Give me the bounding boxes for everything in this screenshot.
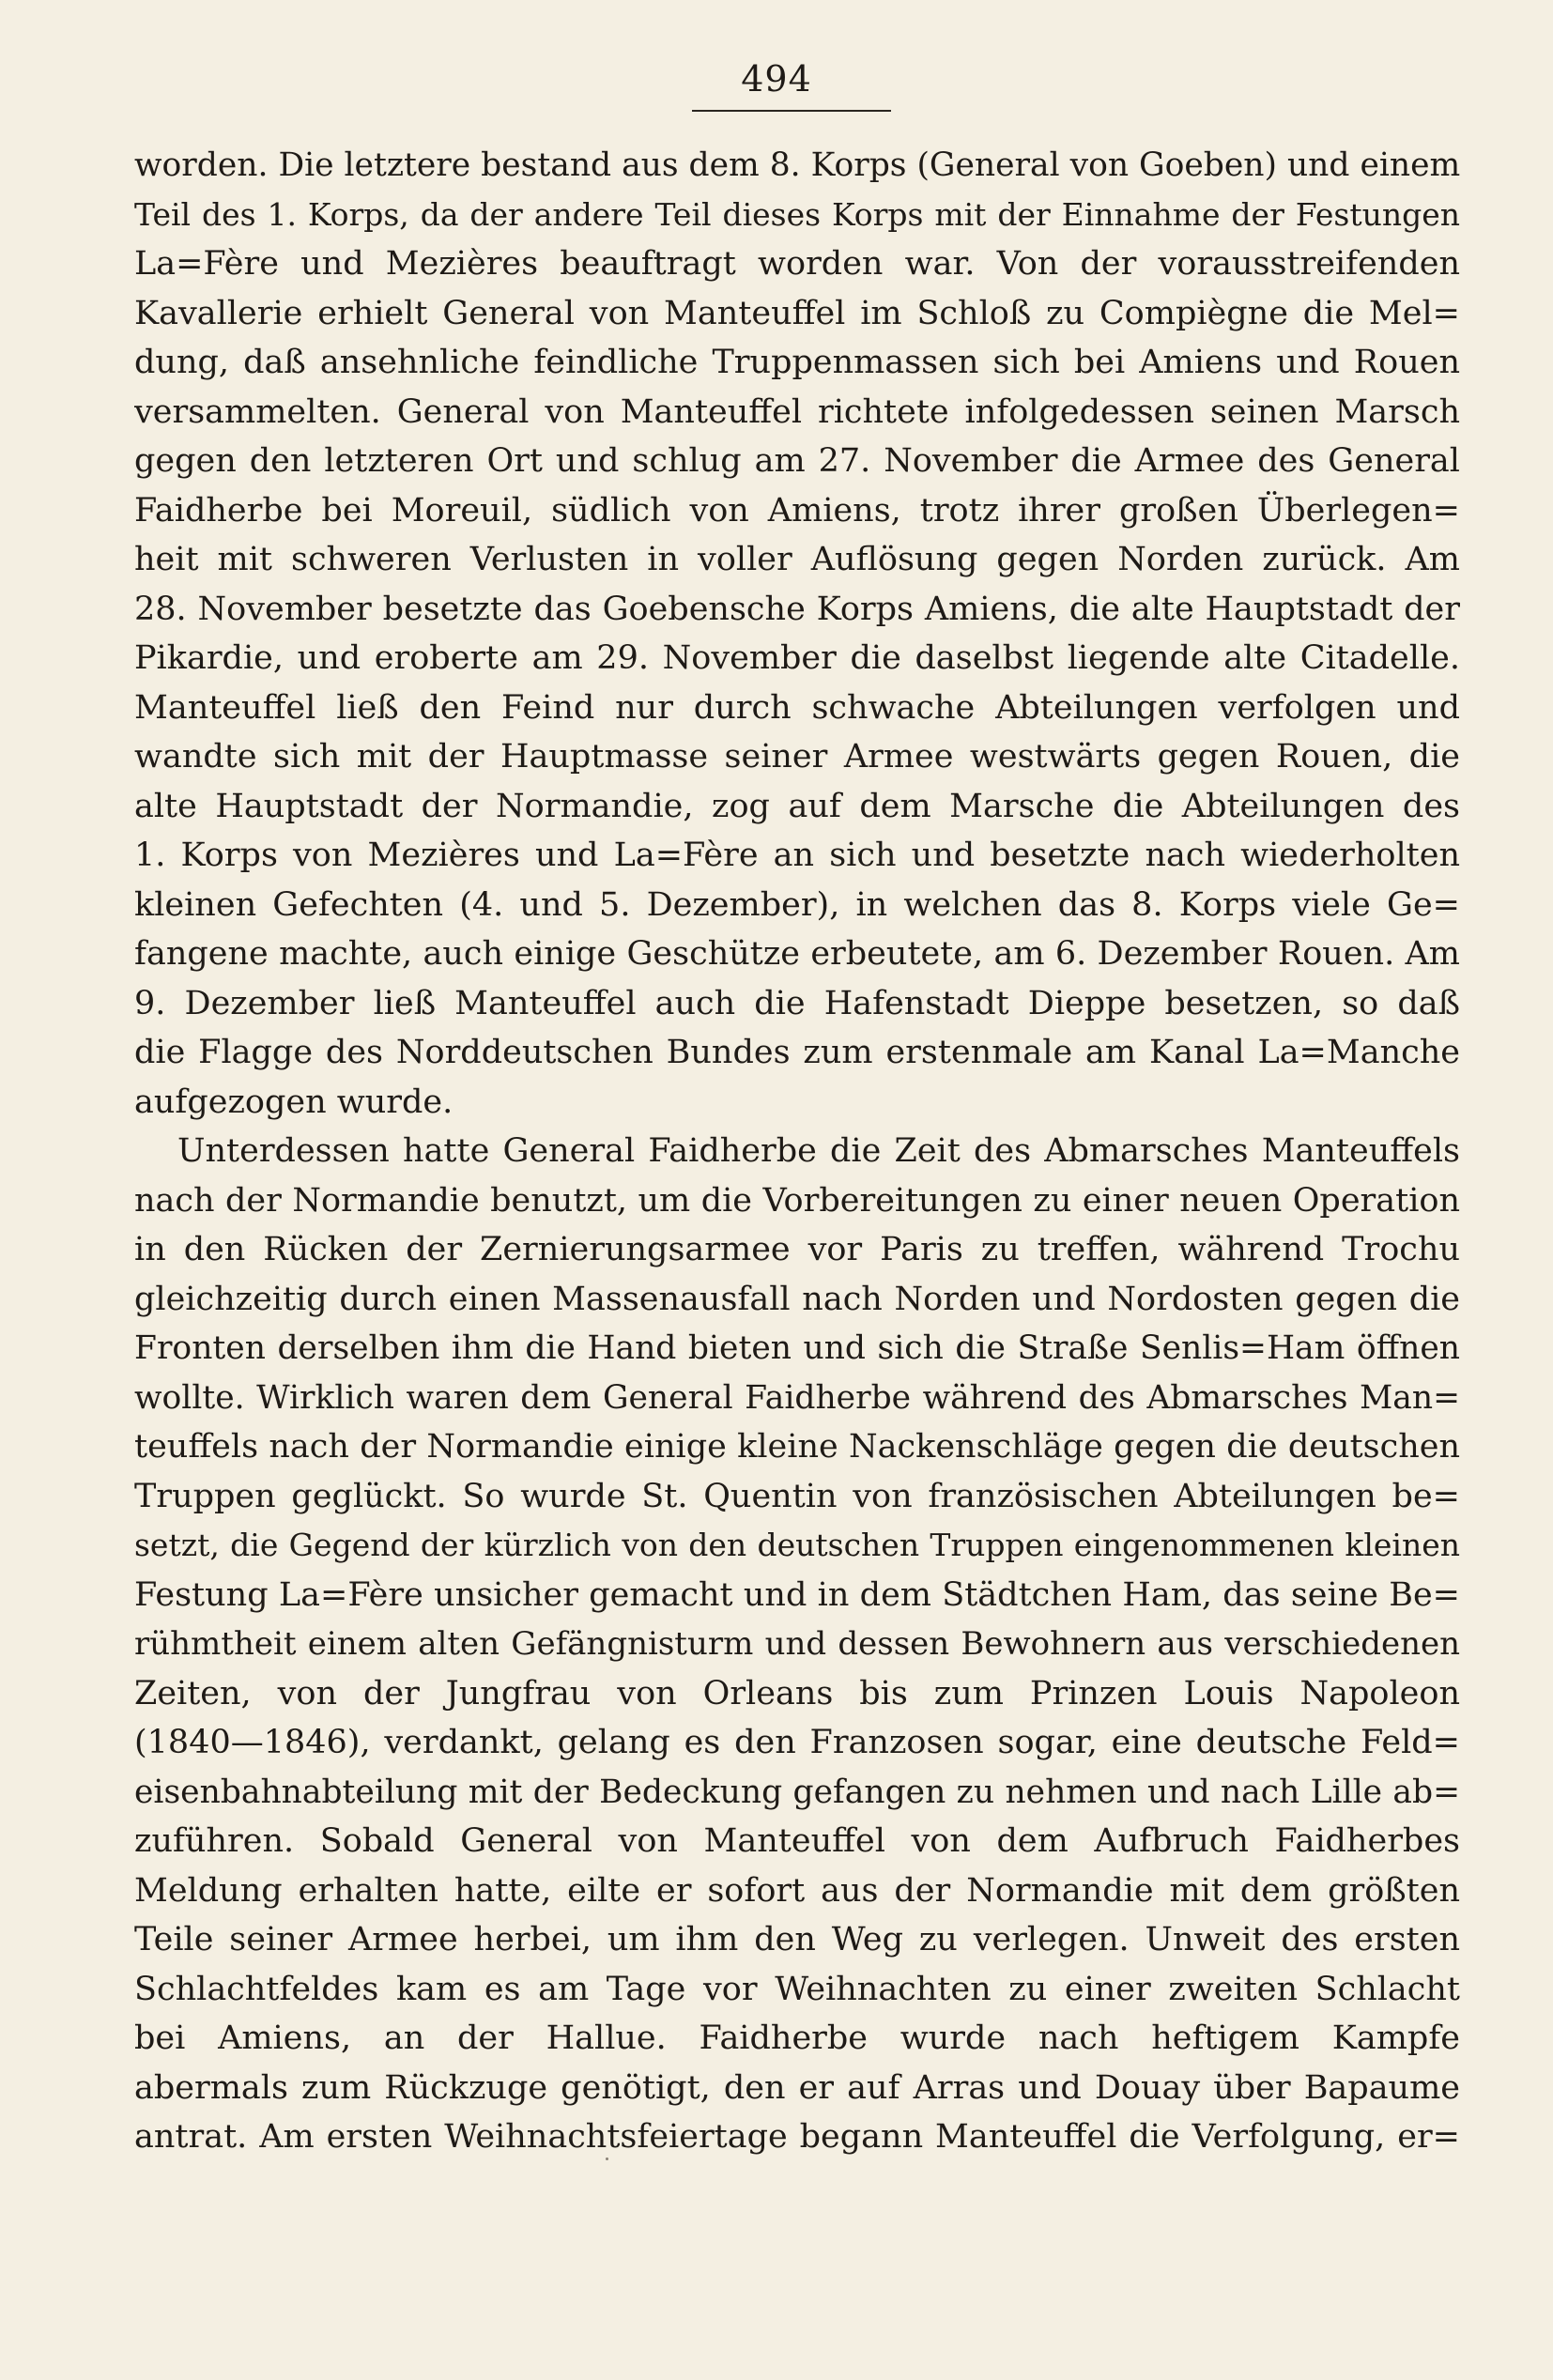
text-line: Unterdessen hatte General Faidherbe die Zeit des Abmarsches Manteuffels — [177, 1132, 1460, 1170]
text-line: worden. Die letztere bestand aus dem 8. Korps (General von Goeben) und einem — [134, 146, 1460, 184]
text-line: zuführen. Sobald General von Manteuffel von dem Aufbruch Faidherbes — [134, 1822, 1460, 1860]
text-line: rühmtheit einem alten Gefängnisturm und dessen Bewohnern aus verschiedenen — [134, 1625, 1460, 1663]
text-line: Kavallerie erhielt General von Manteuffel im Schloß zu Compiègne die Mel= — [134, 294, 1460, 332]
text-line: abermals zum Rückzuge genötigt, den er auf Arras und Douay über Bapaume — [134, 2068, 1460, 2107]
text-line: kleinen Gefechten (4. und 5. Dezember), in welchen das 8. Korps viele Ge= — [134, 885, 1460, 924]
text-line: fangene machte, auch einige Geschütze erbeutete, am 6. Dezember Rouen. Am — [134, 935, 1460, 973]
body-text — [134, 141, 1460, 2162]
text-line: teuffels nach der Normandie einige kleine Nackenschläge gegen die deutschen — [134, 1428, 1460, 1466]
text-line: wandte sich mit der Hauptmasse seiner Armee westwärts gegen Rouen, die — [134, 738, 1460, 775]
text-line: Pikardie, und eroberte am 29. November die daselbst liegende alte Citadelle. — [134, 639, 1460, 677]
paragraph-2 — [134, 1127, 1460, 2162]
text-line: gegen den letzteren Ort und schlug am 27. November die Armee des General — [134, 442, 1460, 480]
text-line: bei Amiens, an der Hallue. Faidherbe wurde nach heftigem Kampfe — [134, 2019, 1460, 2057]
text-line: Manteuffel ließ den Feind nur durch schwache Abteilungen verfolgen und — [134, 688, 1460, 727]
paragraph-1 — [134, 141, 1460, 1127]
text-line: aufgezogen wurde. — [134, 1083, 454, 1121]
text-line: setzt, die Gegend der kürzlich von den deutschen Truppen eingenommenen kleinen — [134, 1527, 1460, 1563]
text-line: 28. November besetzte das Goebensche Korps Amiens, die alte Hauptstadt der — [134, 590, 1460, 628]
text-line: 9. Dezember ließ Manteuffel auch die Hafenstadt Dieppe besetzen, so daß — [134, 984, 1460, 1022]
text-line: heit mit schweren Verlusten in voller Auflösung gegen Norden zurück. Am — [134, 541, 1460, 578]
text-line: Schlachtfeldes kam es am Tage vor Weihnachten zu einer zweiten Schlacht — [134, 1970, 1460, 2008]
header-rule — [692, 110, 891, 112]
text-line: dung, daß ansehnliche feindliche Truppenmassen sich bei Amiens und Rouen — [134, 344, 1460, 381]
text-line: die Flagge des Norddeutschen Bundes zum erstenmale am Kanal La=Manche — [134, 1034, 1460, 1071]
text-line: Teil des 1. Korps, da der andere Teil dieses Korps mit der Einnahme der Festungen — [134, 195, 1460, 233]
text-line: eisenbahnabteilung mit der Bedeckung gefangen zu nehmen und nach Lille ab= — [134, 1773, 1460, 1811]
text-line: in den Rücken der Zernierungsarmee vor Paris zu treffen, während Trochu — [134, 1231, 1460, 1268]
text-line: (1840—1846), verdankt, gelang es den Franzosen sogar, eine deutsche Feld= — [134, 1724, 1460, 1761]
page-number: 494 — [741, 58, 812, 100]
text-line: alte Hauptstadt der Normandie, zog auf dem Marsche die Abteilungen des — [134, 787, 1460, 825]
text-line: 1. Korps von Mezières und La=Fère an sich und besetzte nach wiederholten — [134, 837, 1460, 874]
text-line: Faidherbe bei Moreuil, südlich von Amiens, trotz ihrer großen Überlegen= — [134, 491, 1460, 530]
text-line: antrat. Am ersten Weihnachtsfeiertage begann Manteuffel die Verfolgung, er= — [134, 2118, 1460, 2156]
text-line: gleichzeitig durch einen Massenausfall nach Norden und Nordosten gegen die — [134, 1280, 1460, 1318]
paper-speck — [606, 2157, 608, 2160]
text-line: Fronten derselben ihm die Hand bieten und sich die Straße Senlis=Ham öffnen — [134, 1329, 1460, 1367]
text-line: Truppen geglückt. So wurde St. Quentin von französischen Abteilungen be= — [134, 1477, 1460, 1515]
text-line: La=Fère und Mezières beauftragt worden war. Von der vorausstreifenden — [134, 245, 1460, 283]
text-line: versammelten. General von Manteuffel richtete infolgedessen seinen Marsch — [134, 392, 1460, 431]
text-line: Festung La=Fère unsicher gemacht und in dem Städtchen Ham, das seine Be= — [134, 1575, 1460, 1614]
text-line: wollte. Wirklich waren dem General Faidherbe während des Abmarsches Man= — [134, 1378, 1460, 1417]
text-line: Meldung erhalten hatte, eilte er sofort aus der Normandie mit dem größten — [134, 1871, 1460, 1910]
text-line: nach der Normandie benutzt, um die Vorbereitungen zu einer neuen Operation — [134, 1181, 1460, 1220]
text-line: Zeiten, von der Jungfrau von Orleans bis zum Prinzen Louis Napoleon — [134, 1674, 1460, 1712]
text-line: Teile seiner Armee herbei, um ihm den Weg zu verlegen. Unweit des ersten — [134, 1921, 1460, 1958]
